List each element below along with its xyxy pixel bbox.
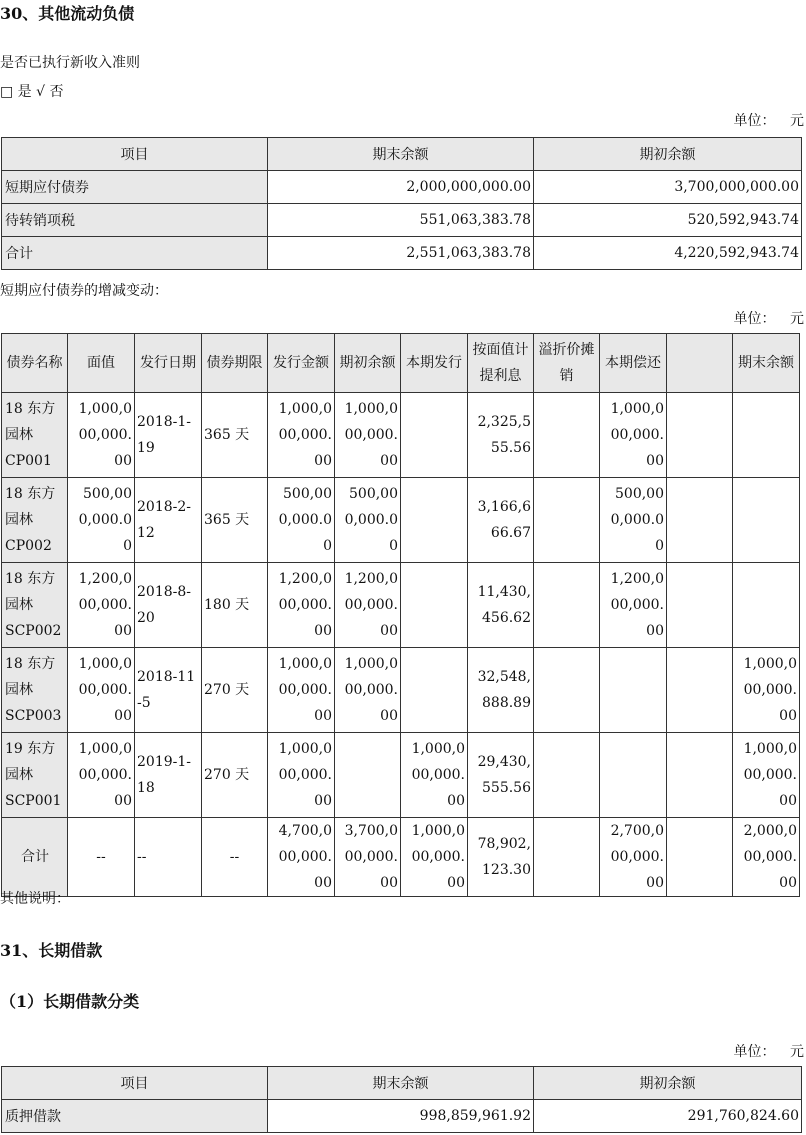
col-header-term: 债券期限	[202, 334, 268, 393]
table-header-row	[2, 334, 800, 393]
cell-interest: 32,548,888.89	[468, 648, 534, 733]
cell-current-repayment	[600, 648, 667, 733]
cell-current-repayment: 1,200,000,000.00	[600, 563, 667, 648]
cell-face-value: 500,000,000.00	[68, 478, 135, 563]
cell-premium-amortization	[534, 733, 600, 818]
cell-face-value: 1,000,000,000.00	[68, 648, 135, 733]
cell-blank	[667, 648, 733, 733]
cell-current-issue	[401, 478, 468, 563]
cell-issue-date: 2019-1-18	[135, 733, 202, 818]
col-header-issue-date: 发行日期	[135, 334, 202, 393]
table-row	[2, 237, 802, 270]
cell-issue-date: 2018-2-12	[135, 478, 202, 563]
section-31-subtitle: （1）长期借款分类	[0, 992, 140, 1011]
bonds-unit-label: 单位： 元	[733, 311, 804, 327]
cell-current-repayment: 1,000,000,000.00	[600, 393, 667, 478]
cell-ending-balance	[733, 393, 800, 478]
table-row	[2, 1100, 802, 1133]
col-header-ending-balance: 期末余额	[733, 334, 800, 393]
cell-current-issue	[401, 563, 468, 648]
cell-term: 270 天	[202, 733, 268, 818]
row-label: 质押借款	[2, 1100, 268, 1133]
cell-blank	[667, 818, 733, 897]
table-header-row	[2, 138, 802, 171]
cell-issue-date: 2018-11-5	[135, 648, 202, 733]
cell-opening: 4,220,592,943.74	[534, 237, 802, 270]
bonds-caption: 短期应付债券的增减变动：	[0, 283, 168, 299]
row-label: 待转销项税	[2, 204, 268, 237]
cell-interest: 3,166,666.67	[468, 478, 534, 563]
cell-premium-amortization	[534, 478, 600, 563]
cell-ending: 2,000,000,000.00	[268, 171, 534, 204]
cell-ending-balance	[733, 478, 800, 563]
cell-issue-amount: 500,000,000.00	[268, 478, 335, 563]
table-row	[2, 478, 800, 563]
cell-premium-amortization	[534, 818, 600, 897]
other-current-liabilities-table	[1, 137, 802, 270]
cell-opening: 291,760,824.60	[534, 1100, 802, 1133]
cell-ending-balance: 1,000,000,000.00	[733, 733, 800, 818]
cell-issue-amount: 1,000,000,000.00	[268, 733, 335, 818]
cell-bond-name: 18 东方园林 CP001	[2, 393, 68, 478]
new-revenue-options: □ 是 √ 否	[0, 84, 64, 100]
cell-face-value: 1,200,000,000.00	[68, 563, 135, 648]
cell-issue-date: 2018-8-20	[135, 563, 202, 648]
row-label: 合计	[2, 237, 268, 270]
cell-blank	[667, 478, 733, 563]
cell-ending-balance: 2,000,000,000.00	[733, 818, 800, 897]
cell-issue-amount: 1,000,000,000.00	[268, 393, 335, 478]
cell-bond-name: 18 东方园林 CP002	[2, 478, 68, 563]
cell-face-value: 1,000,000,000.00	[68, 733, 135, 818]
col-header-ending: 期末余额	[268, 1067, 534, 1100]
cell-bond-name: 18 东方园林 SCP002	[2, 563, 68, 648]
section-30-title: 30、其他流动负债	[0, 4, 135, 23]
cell-interest: 78,902,123.30	[468, 818, 534, 897]
col-header-premium-amortization: 溢折价摊销	[534, 334, 600, 393]
cell-ending: 551,063,383.78	[268, 204, 534, 237]
cell-current-issue: 1,000,000,000.00	[401, 818, 468, 897]
other-note: 其他说明：	[0, 891, 70, 907]
col-header-opening: 期初余额	[534, 138, 802, 171]
cell-blank	[667, 393, 733, 478]
cell-opening-balance	[335, 733, 401, 818]
cell-issue-amount: 4,700,000,000.00	[268, 818, 335, 897]
cell-face-value: 1,000,000,000.00	[68, 393, 135, 478]
section-31-title: 31、长期借款	[0, 941, 103, 960]
cell-term: 180 天	[202, 563, 268, 648]
cell-opening-balance: 1,000,000,000.00	[335, 648, 401, 733]
cell-premium-amortization	[534, 563, 600, 648]
cell-blank	[667, 733, 733, 818]
cell-premium-amortization	[534, 648, 600, 733]
col-header-item: 项目	[2, 1067, 268, 1100]
cell-term: 270 天	[202, 648, 268, 733]
unit-label: 单位： 元	[733, 113, 804, 129]
cell-ending: 998,859,961.92	[268, 1100, 534, 1133]
cell-issue-date: 2018-1-19	[135, 393, 202, 478]
cell-current-repayment: 2,700,000,000.00	[600, 818, 667, 897]
col-header-issue-amount: 发行金额	[268, 334, 335, 393]
cell-issue-date: --	[135, 818, 202, 897]
col-header-current-repayment: 本期偿还	[600, 334, 667, 393]
col-header-blank	[667, 334, 733, 393]
cell-current-issue	[401, 648, 468, 733]
cell-term: 365 天	[202, 393, 268, 478]
cell-interest: 2,325,555.56	[468, 393, 534, 478]
table-row	[2, 648, 800, 733]
cell-current-repayment: 500,000,000.00	[600, 478, 667, 563]
cell-opening: 3,700,000,000.00	[534, 171, 802, 204]
cell-ending-balance: 1,000,000,000.00	[733, 648, 800, 733]
cell-opening-balance: 1,200,000,000.00	[335, 563, 401, 648]
cell-interest: 29,430,555.56	[468, 733, 534, 818]
cell-premium-amortization	[534, 393, 600, 478]
col-header-opening: 期初余额	[534, 1067, 802, 1100]
cell-blank	[667, 563, 733, 648]
table-row	[2, 733, 800, 818]
col-header-ending: 期末余额	[268, 138, 534, 171]
cell-face-value: --	[68, 818, 135, 897]
cell-opening-balance: 1,000,000,000.00	[335, 393, 401, 478]
cell-ending: 2,551,063,383.78	[268, 237, 534, 270]
cell-current-issue: 1,000,000,000.00	[401, 733, 468, 818]
table-row	[2, 393, 800, 478]
table-header-row	[2, 1067, 802, 1100]
cell-current-issue	[401, 393, 468, 478]
long-term-loans-table	[1, 1066, 802, 1133]
table-row	[2, 204, 802, 237]
col-header-interest: 按面值计提利息	[468, 334, 534, 393]
cell-bond-name: 18 东方园林 SCP003	[2, 648, 68, 733]
table-row	[2, 563, 800, 648]
cell-bond-name: 19 东方园林 SCP001	[2, 733, 68, 818]
cell-bond-name: 合计	[2, 818, 68, 897]
table-total-row	[2, 818, 800, 897]
cell-term: 365 天	[202, 478, 268, 563]
col-header-current-issue: 本期发行	[401, 334, 468, 393]
col-header-opening-balance: 期初余额	[335, 334, 401, 393]
cell-current-repayment	[600, 733, 667, 818]
cell-issue-amount: 1,200,000,000.00	[268, 563, 335, 648]
new-revenue-question: 是否已执行新收入准则	[0, 55, 140, 71]
short-term-bonds-table	[1, 333, 800, 897]
cell-opening-balance: 500,000,000.00	[335, 478, 401, 563]
row-label: 短期应付债券	[2, 171, 268, 204]
col-header-face-value: 面值	[68, 334, 135, 393]
col-header-item: 项目	[2, 138, 268, 171]
cell-opening-balance: 3,700,000,000.00	[335, 818, 401, 897]
cell-opening: 520,592,943.74	[534, 204, 802, 237]
col-header-bond-name: 债券名称	[2, 334, 68, 393]
long-term-unit-label: 单位： 元	[733, 1044, 804, 1060]
cell-issue-amount: 1,000,000,000.00	[268, 648, 335, 733]
cell-term: --	[202, 818, 268, 897]
cell-interest: 11,430,456.62	[468, 563, 534, 648]
cell-ending-balance	[733, 563, 800, 648]
table-row	[2, 171, 802, 204]
